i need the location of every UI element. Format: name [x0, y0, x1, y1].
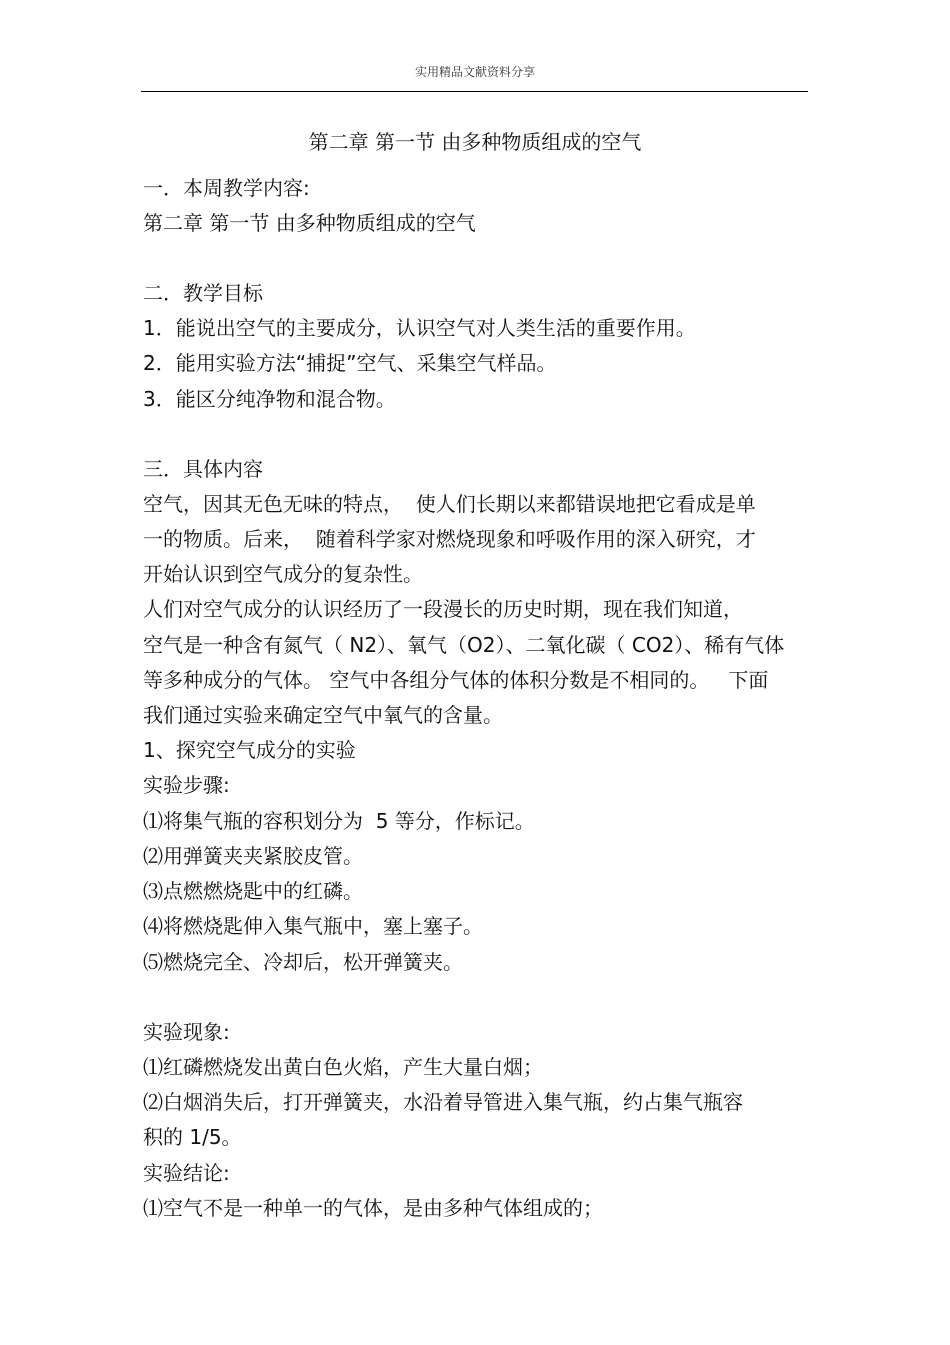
- section-heading: 一．本周教学内容:: [143, 176, 310, 200]
- paragraph-line: 空气，因其无色无味的特点， 使人们长期以来都错误地把它看成是单: [143, 492, 756, 516]
- list-item-continuation: 积的 1/5。: [143, 1125, 242, 1149]
- subsection-heading: 1、探究空气成分的实验: [143, 738, 356, 762]
- list-item: ⑵白烟消失后，打开弹簧夹，水沿着导管进入集气瓶，约占集气瓶容: [143, 1090, 743, 1114]
- list-item: ⑴红磷燃烧发出黄白色火焰，产生大量白烟；: [143, 1055, 543, 1079]
- document-title: 第二章 第一节 由多种物质组成的空气: [308, 130, 642, 154]
- paragraph-line: 空气是一种含有氮气（ N2）、氧气（O2）、二氧化碳（ CO2）、稀有气体: [143, 633, 785, 657]
- list-item: 3．能区分纯净物和混合物。: [143, 387, 396, 411]
- page-header: 实用精品文献资料分享: [414, 65, 535, 79]
- subsection-label: 实验现象:: [143, 1020, 230, 1044]
- subsection-label: 实验结论:: [143, 1161, 230, 1185]
- section-heading: 二．教学目标: [143, 281, 263, 305]
- list-item: 1．能说出空气的主要成分，认识空气对人类生活的重要作用。: [143, 316, 696, 340]
- list-item: ⑵用弹簧夹夹紧胶皮管。: [143, 844, 363, 868]
- list-item: ⑸燃烧完全、冷却后，松开弹簧夹。: [143, 950, 463, 974]
- paragraph-line: 一的物质。后来， 随着科学家对燃烧现象和呼吸作用的深入研究，才: [143, 527, 756, 551]
- subsection-label: 实验步骤:: [143, 773, 230, 797]
- header-divider: [141, 91, 808, 92]
- paragraph-line: 我们通过实验来确定空气中氧气的含量。: [143, 703, 503, 727]
- list-item: ⑷将燃烧匙伸入集气瓶中，塞上塞子。: [143, 914, 483, 938]
- paragraph-line: 第二章 第一节 由多种物质组成的空气: [143, 211, 476, 235]
- list-item: 2．能用实验方法“捕捉”空气、采集空气样品。: [143, 351, 557, 375]
- paragraph-line: 开始认识到空气成分的复杂性。: [143, 562, 423, 586]
- paragraph-line: 人们对空气成分的认识经历了一段漫长的历史时期，现在我们知道，: [143, 597, 743, 621]
- paragraph-line: 等多种成分的气体。 空气中各组分气体的体积分数是不相同的。 下面: [143, 668, 769, 692]
- section-heading: 三．具体内容: [143, 457, 263, 481]
- list-item: ⑴空气不是一种单一的气体，是由多种气体组成的；: [143, 1196, 603, 1220]
- list-item: ⑶点燃燃烧匙中的红磷。: [143, 879, 363, 903]
- list-item: ⑴将集气瓶的容积划分为 5 等分，作标记。: [143, 809, 535, 833]
